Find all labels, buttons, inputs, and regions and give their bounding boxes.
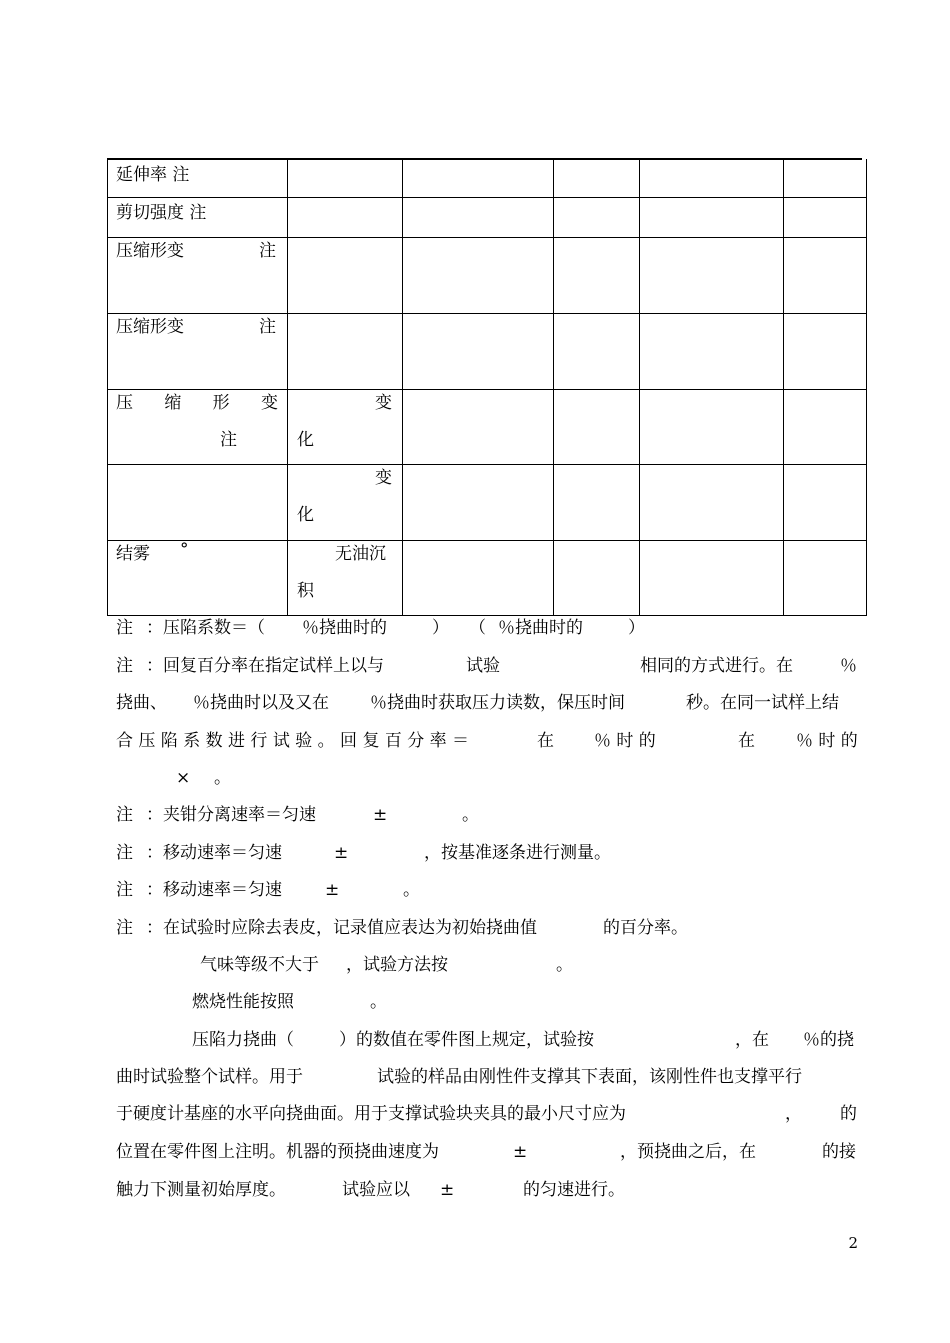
note-text: 在 — [537, 731, 554, 751]
paragraph-text: 的接 — [822, 1142, 856, 1162]
paragraph-text: ， — [785, 1104, 802, 1124]
note-text: ：夹钳分离速率＝匀速 — [146, 805, 316, 825]
note-text: 秒。在同一试样上结 — [686, 693, 839, 713]
table-top-border — [107, 158, 862, 160]
table-cell: 压缩形变 — [116, 241, 184, 261]
row-divider — [107, 464, 867, 465]
paragraph-text: 气味等级不大于 — [200, 955, 319, 975]
note-text: ：在试验时应除去表皮，记录值应表达为初始挠曲值 — [146, 918, 537, 938]
paragraph-text: 燃烧性能按照 — [192, 992, 294, 1012]
note-text: ：压陷系数＝（ — [146, 618, 265, 638]
table-cell: 注 — [220, 430, 237, 450]
note-text: × — [176, 768, 191, 788]
note-text: ：移动速率＝匀速 — [146, 843, 282, 863]
table-cell: 化 — [297, 505, 314, 525]
note-text: ，按基准逐条进行测量。 — [424, 843, 611, 863]
paragraph-text: 的 — [840, 1104, 857, 1124]
col-divider — [783, 159, 784, 616]
note-text: ± — [334, 843, 349, 863]
note-text: 。 — [403, 880, 420, 900]
table-cell: 变 — [375, 468, 392, 488]
note-label: 注 — [116, 918, 133, 938]
note-text: ％挠曲时以及又在 — [193, 693, 329, 713]
note-label: 注 — [116, 805, 133, 825]
table-cell: 延伸率 注 — [116, 165, 190, 185]
note-text: ：回复百分率在指定试样上以与 — [146, 656, 384, 676]
table-cell: 变 — [375, 393, 392, 413]
table-cell: 积 — [297, 581, 314, 601]
table-cell: 注 — [259, 317, 276, 337]
note-text: ：移动速率＝匀速 — [146, 880, 282, 900]
row-divider — [107, 237, 867, 238]
paragraph-text: ％的挠 — [803, 1030, 854, 1050]
note-text: 试验 — [466, 656, 500, 676]
paragraph-text: ）的数值在零件图上规定，试验按 — [339, 1030, 594, 1050]
note-text: 。 — [214, 768, 231, 788]
table-cell: 剪切强度 注 — [116, 203, 207, 223]
spec-table — [107, 159, 867, 616]
note-label: 注 — [116, 843, 133, 863]
table-cell: 结雾 — [116, 544, 150, 564]
note-text: 相同的方式进行。在 — [640, 656, 793, 676]
paragraph-text: ，预挠曲之后，在 — [620, 1142, 756, 1162]
col-divider — [402, 159, 403, 616]
note-text: ） — [432, 618, 449, 638]
paragraph-text: ，在 — [735, 1030, 769, 1050]
table-cell: ° — [180, 540, 189, 560]
col-divider — [553, 159, 554, 616]
paragraph-text: 位置在零件图上注明。机器的预挠曲速度为 — [116, 1142, 439, 1162]
note-text: 在 — [738, 731, 755, 751]
note-text: 挠曲、 — [116, 693, 167, 713]
row-divider — [107, 615, 867, 616]
paragraph-text: 压陷力挠曲（ — [192, 1030, 294, 1050]
table-cell: 压缩形变 — [116, 317, 184, 337]
note-text: 。 — [462, 805, 479, 825]
note-text: （ — [469, 618, 486, 638]
row-divider — [107, 389, 867, 390]
table-cell: 压 缩 形 变 — [116, 393, 278, 413]
note-text: ％挠曲时的 — [302, 618, 387, 638]
note-text: ± — [325, 880, 340, 900]
paragraph-text: 于硬度计基座的水平向挠曲面。用于支撑试验块夹具的最小尺寸应为 — [116, 1104, 626, 1124]
row-divider — [107, 313, 867, 314]
paragraph-text: 曲时试验整个试样。用于 — [116, 1067, 303, 1087]
col-divider — [639, 159, 640, 616]
paragraph-text: 。 — [556, 955, 573, 975]
col-divider — [866, 159, 867, 616]
note-text: ％ 时 的 — [796, 731, 858, 751]
col-divider — [107, 159, 108, 616]
page-number: 2 — [848, 1234, 858, 1252]
note-text: ％挠曲时获取压力读数，保压时间 — [370, 693, 625, 713]
note-label: 注 — [116, 618, 133, 638]
note-text: ± — [373, 805, 388, 825]
note-text: ％ — [840, 656, 857, 676]
paragraph-text: 试验应以 — [342, 1180, 410, 1200]
note-text: 合 压 陷 系 数 进 行 试 验 。 回 复 百 分 率 ＝ — [116, 731, 470, 751]
paragraph-text: 。 — [370, 992, 387, 1012]
note-text: ％挠曲时的 — [498, 618, 583, 638]
paragraph-text: 的匀速进行。 — [523, 1180, 625, 1200]
table-cell: 化 — [297, 430, 314, 450]
table-cell: 注 — [259, 241, 276, 261]
paragraph-text: 试验的样品由刚性件支撑其下表面，该刚性件也支撑平行 — [377, 1067, 802, 1087]
col-divider — [287, 159, 288, 616]
table-cell: 无油沉 — [335, 544, 386, 564]
paragraph-text: ± — [440, 1180, 455, 1200]
note-label: 注 — [116, 656, 133, 676]
paragraph-text: 触力下测量初始厚度。 — [116, 1180, 286, 1200]
row-divider — [107, 197, 867, 198]
note-label: 注 — [116, 880, 133, 900]
paragraph-text: ，试验方法按 — [346, 955, 448, 975]
note-text: ） — [628, 618, 645, 638]
row-divider — [107, 540, 867, 541]
note-text: ％ 时 的 — [594, 731, 656, 751]
note-text: 的百分率。 — [603, 918, 688, 938]
paragraph-text: ± — [513, 1142, 528, 1162]
